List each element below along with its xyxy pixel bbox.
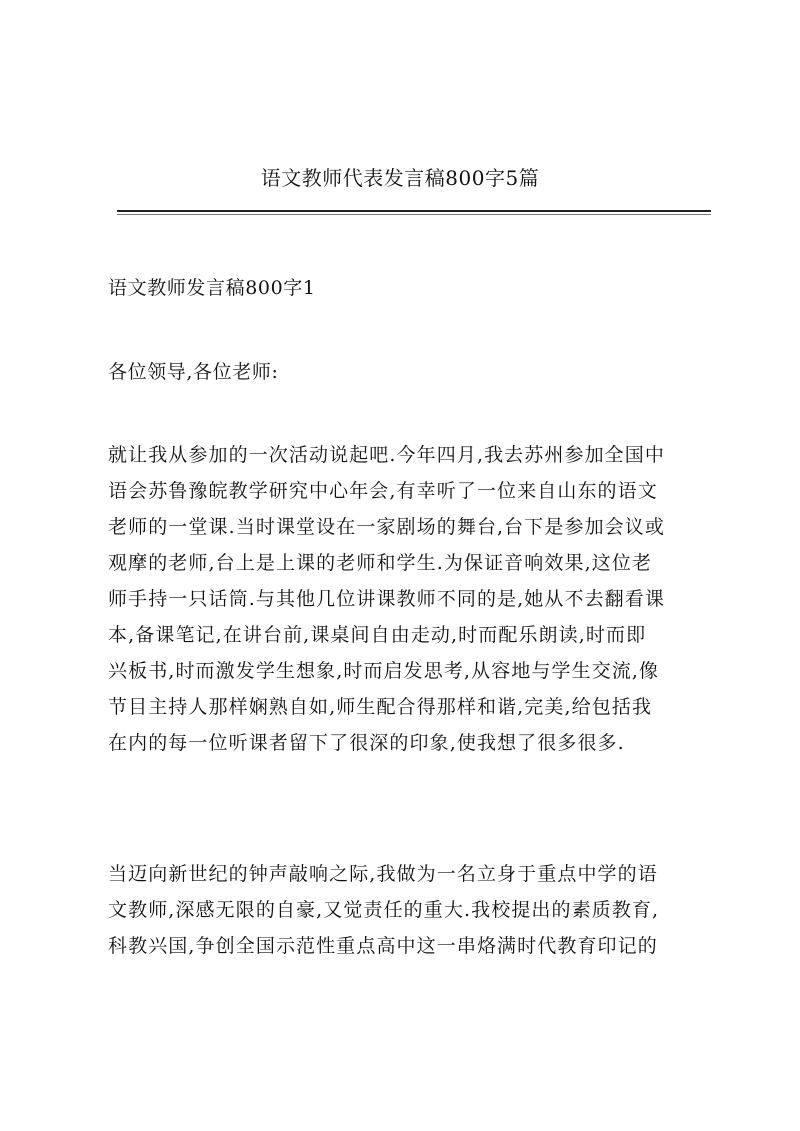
body-paragraph: [108, 437, 708, 761]
paragraph-line: 文教师,深感无限的自豪,又觉责任的重大.我校提出的素质教育,: [108, 899, 660, 921]
paragraph-line: 当迈向新世纪的钟声敲响之际,我做为一名立身于重点中学的语: [108, 863, 658, 885]
paragraph-line: 师手持一只话筒.与其他几位讲课教师不同的是,她从不去翻看课: [108, 588, 665, 610]
title-divider: [117, 210, 711, 212]
paragraph-line: 就让我从参加的一次活动说起吧.今年四月,我去苏州参加全国中: [108, 444, 665, 466]
paragraph-line: 观摩的老师,台上是上课的老师和学生.为保证音响效果,这位老: [108, 552, 653, 574]
paragraph-line: 兴板书,时而激发学生想象,时而启发思考,从容地与学生交流,像: [108, 660, 660, 682]
paragraph-line: 语会苏鲁豫皖教学研究中心年会,有幸听了一位来自山东的语文: [108, 480, 658, 502]
document-title: 语文教师代表发言稿800字5篇: [260, 166, 540, 190]
paragraph-line: 本,备课笔记,在讲台前,课桌间自由走动,时而配乐朗读,时而即: [108, 624, 647, 646]
paragraph-line: 节目主持人那样娴熟自如,师生配合得那样和谐,完美,给包括我: [108, 696, 653, 718]
salutation: 各位领导,各位老师:: [108, 361, 279, 383]
body-paragraph: [108, 856, 708, 964]
paragraph-line: 在内的每一位听课者留下了很深的印象,使我想了很多很多.: [108, 732, 625, 754]
paragraph-line: 老师的一堂课.当时课堂设在一家剧场的舞台,台下是参加会议或: [108, 516, 665, 538]
section-heading: 语文教师发言稿800字1: [108, 277, 316, 299]
paragraph-line: 科教兴国,争创全国示范性重点高中这一串烙满时代教育印记的: [108, 935, 658, 957]
title-divider-thin: [117, 214, 711, 215]
